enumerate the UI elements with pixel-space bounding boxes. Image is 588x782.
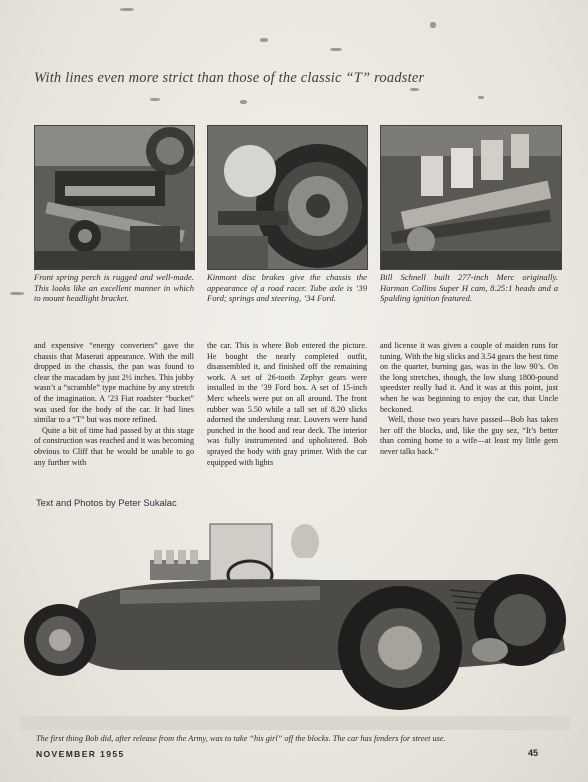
issue-date: NOVEMBER 1955 <box>36 749 125 759</box>
article-column-1 <box>34 341 194 468</box>
paragraph: and expensive “energy converters” gave the chassis that Maserati appearance. With the mill dropped in the chassis, the pan was found to clear the macadam by just 2½ inches. This jobby wasn’t a “scramble” type machine by any stretch of the imagination. A ’23 Fiat roadster “bucket” was used for the body of the car. It had lines similar to a “T” but was more refined. <box>34 341 194 425</box>
photo-front-spring <box>34 125 195 270</box>
paragraph: the car. This is where Bob entered the picture. He bought the nearly completed outfit, disassembled it, and finished off the remaining work. A set of 26-tooth Zephyr gears were installed in the ’39 Ford box. A set of 15-inch Merc wheels were put on all around. The front rubber was 5.50 while a tall set of 8.20 slicks adorned the underslung rear. Louvers were hand punched in the hood and rear deck. The interior was fully instrumented and upholstered. Bob sprayed the body with gray primer. With the car equipped with lights <box>207 341 367 467</box>
page-scuff <box>10 292 24 295</box>
paragraph: Well, those two years have passed—Bob has taken her off the blocks, and, like the guy sez, “It’s better than coming home to a wife—at least my little gem never talks back.” <box>380 415 558 456</box>
photo-credit: Text and Photos by Peter Sukalac <box>36 497 177 508</box>
photo-caption-3: Bill Schnell built 277-inch Merc originally. Harman Collins Super H cam, 8.25:1 heads and a Spalding ignition featured. <box>380 272 558 303</box>
page-scuff <box>430 22 436 28</box>
photo-disc-brakes <box>207 125 368 270</box>
page-number: 45 <box>528 748 539 758</box>
page-scuff <box>330 48 342 51</box>
page-scuff <box>150 98 160 101</box>
paragraph: and license it was given a couple of maiden runs for tuning. With the big slicks and 3.54 gears the best time on the quarter, burning gas, was in the low 90’s. On the long stretches, though, the low slung 1800-pound speedster really had it. And it was at this point, just when he was beginning to enjoy the car, that Uncle beckoned. <box>380 341 558 414</box>
page-scuff <box>260 38 268 42</box>
article-column-2 <box>207 341 367 468</box>
page-scuff <box>240 100 247 104</box>
article-headline: With lines even more strict than those of the classic “T” roadster <box>34 70 425 86</box>
paragraph: Quite a bit of time had passed by at this stage of construction was reached and it was becoming obvious to Cliff that he would be unable to go any further with <box>34 425 194 467</box>
page-scuff <box>410 88 419 91</box>
article-column-3 <box>380 341 558 458</box>
page-scuff <box>120 8 134 11</box>
photo-merc-engine <box>380 125 562 270</box>
photo-roadster-with-driver <box>20 520 570 730</box>
page-scuff <box>478 96 484 99</box>
main-photo-caption: The first thing Bob did, after release from the Army, was to take “his girl” off the blocks. The car has fenders for street use. <box>36 734 446 743</box>
photo-caption-2: Kinmont disc brakes give the chassis the appearance of a road racer. Tube axle is ’39 Ford; springs and steering, ’34 Ford. <box>207 272 367 303</box>
photo-caption-1: Front spring perch is rugged and well-made. This looks like an excellent manner in which to mount headlight bracket. <box>34 272 194 303</box>
